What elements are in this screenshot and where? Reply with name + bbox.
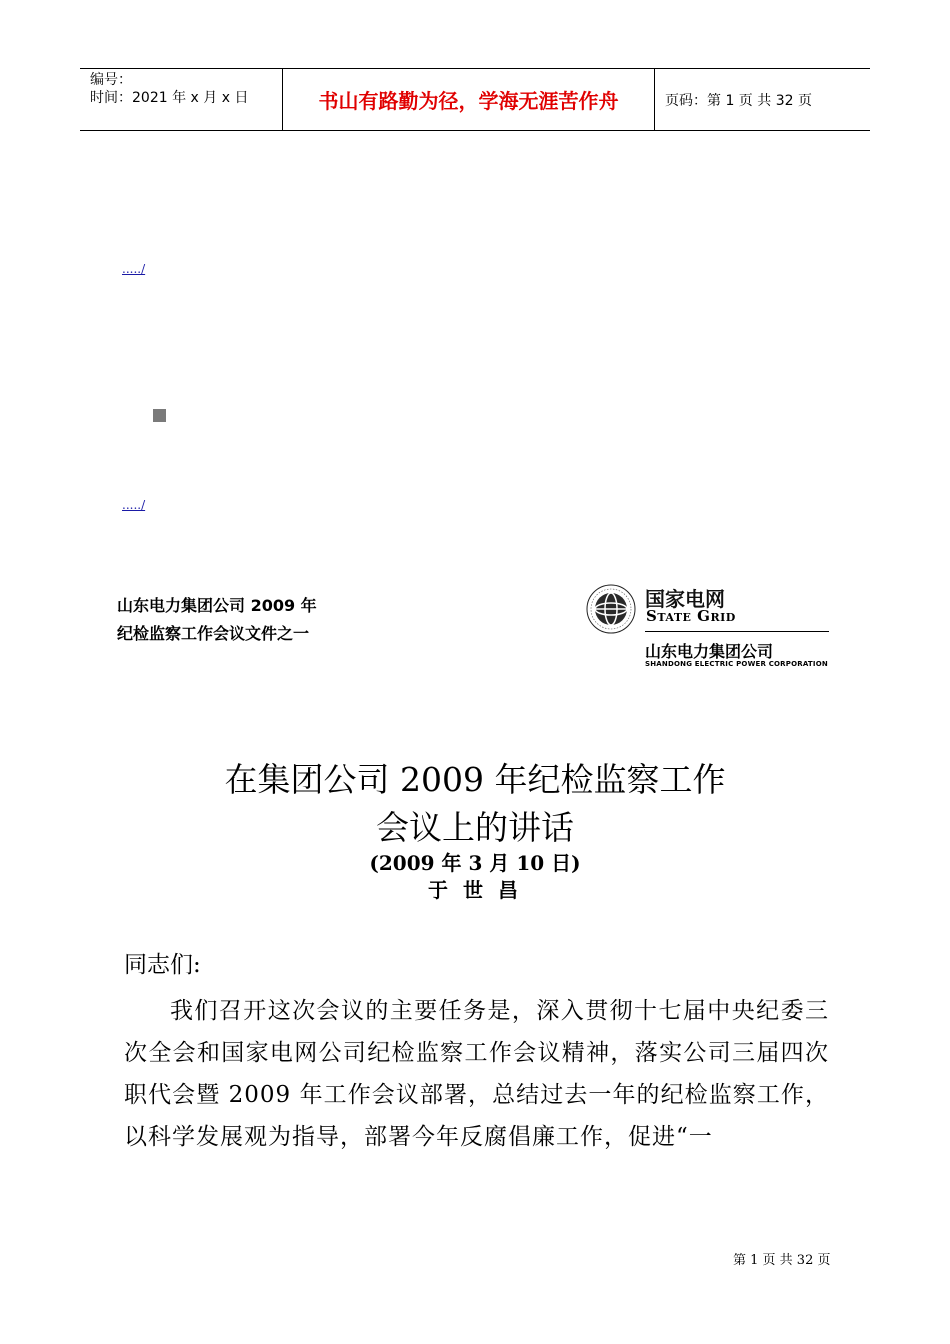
author: 于 世 昌 bbox=[428, 878, 522, 902]
header-meta bbox=[80, 69, 282, 130]
link-2[interactable]: ...../ bbox=[122, 498, 146, 512]
header-motto: 书山有路勤为径，学海无涯苦作舟 bbox=[282, 69, 655, 130]
link-1[interactable]: ...../ bbox=[122, 262, 146, 276]
logo-divider bbox=[645, 631, 829, 632]
number-label: 编号： bbox=[90, 72, 132, 88]
logo-name-cn: 国家电网 bbox=[645, 587, 725, 611]
placeholder-square-icon bbox=[153, 409, 166, 422]
series-label-line-1: 山东电力集团公司 2009 年 bbox=[117, 596, 317, 615]
page-footer: 第 1 页 共 32 页 bbox=[733, 1253, 831, 1268]
series-label-line-2: 纪检监察工作会议文件之一 bbox=[117, 624, 310, 643]
header-page-info: 页码：第 1 页 共 32 页 bbox=[665, 92, 812, 109]
globe-icon bbox=[585, 583, 637, 635]
logo-company-en: SHANDONG ELECTRIC POWER CORPORATION bbox=[645, 660, 828, 668]
title-line-1: 在集团公司 2009 年纪检监察工作 bbox=[224, 760, 726, 799]
time-label: 时间：2021 年 x 月 x 日 bbox=[90, 90, 249, 106]
logo-name-en: State Grid bbox=[646, 607, 736, 625]
state-grid-logo bbox=[585, 583, 830, 673]
salutation: 同志们: bbox=[124, 952, 201, 978]
title-line-2: 会议上的讲话 bbox=[376, 808, 574, 847]
series-label bbox=[117, 592, 317, 648]
logo-company-cn: 山东电力集团公司 bbox=[645, 642, 774, 661]
body-paragraph: 我们召开这次会议的主要任务是，深入贯彻十七届中央纪委三次全会和国家电网公司纪检监察工作会议精神，落实公司三届四次职代会暨 2009 年工作会议部署，总结过去一年的纪检监察工作，以科学发展观为指导，部署今年反腐倡廉工作，促进“一 bbox=[124, 998, 829, 1150]
date-line: (2009 年 3 月 10 日) bbox=[369, 851, 581, 875]
document-header bbox=[80, 68, 870, 131]
